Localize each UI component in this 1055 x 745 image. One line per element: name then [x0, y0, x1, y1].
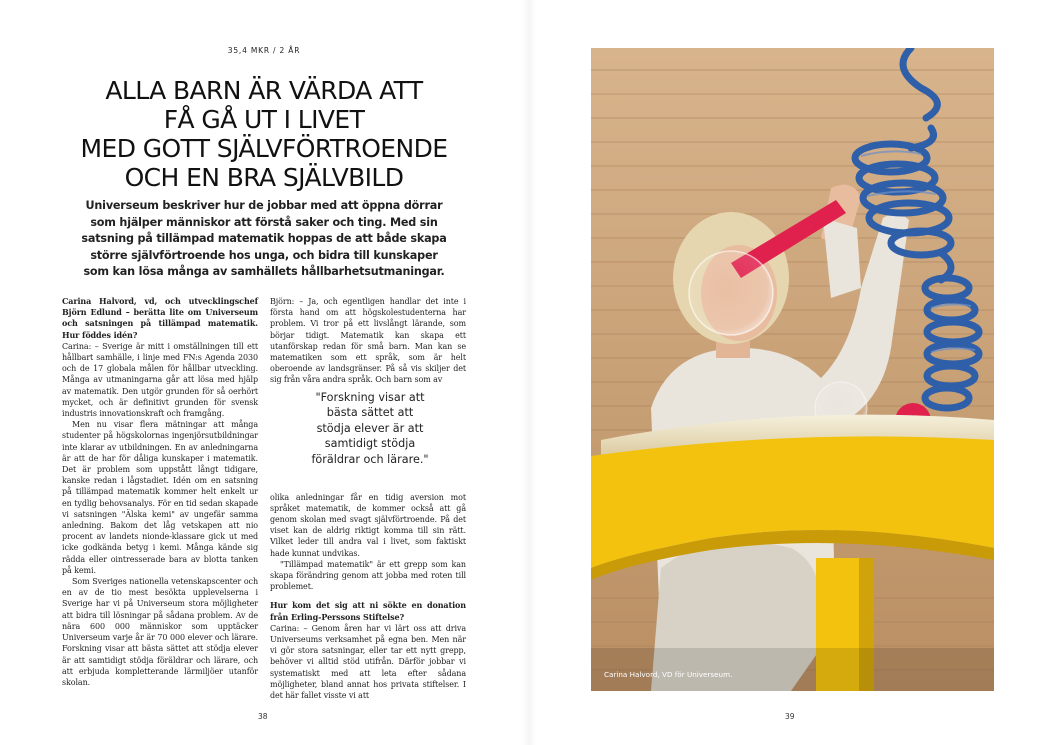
body-paragraph: Som Sveriges nationella vetenskapscenter och en av de tio mest besökta upplevelserna i Sverige har vi på Universeum stora möjligheter att bidra till lösningar på sådana problem. Av de nära 600 000 människor som upptäcker Universeum varje år är 70 000 elever och lärare. Forskning visar att bästa sättet att stödja elever är att samtidigt stödja föräldrar och lärare, och att erbjuda kompletterande lärmiljöer utanför skolan.: [62, 577, 258, 687]
lede-line: som hjälper människor att förstå saker och ting. Med sin: [90, 215, 438, 229]
headline-line: OCH EN BRA SJÄLVBILD: [124, 163, 404, 192]
headline-line: MED GOTT SJÄLVFÖRTROENDE: [80, 134, 448, 163]
page-number-right: 39: [785, 712, 795, 721]
headline-line: FÅ GÅ UT I LIVET: [163, 105, 365, 134]
headline: [40, 76, 488, 192]
portrait-photo: [591, 48, 994, 691]
paragraph-gap: [270, 592, 466, 600]
photo-illustration: [591, 48, 994, 691]
body-paragraph: Carina: – Genom åren har vi lärt oss att driva Universeums verksamhet på egna ben. Men när vi gör stora satsningar, eller tar ett nytt grepp, behöver vi alltid stöd utifrån. Därför jobbar vi systematiskt med att leta efter sådana möjligheter, bland annat hos privata stiftelser. I det här fallet visste vi att: [270, 623, 466, 701]
lede-line: som kan lösa många av samhällets hållbarhetsutmaningar.: [83, 265, 445, 279]
pull-quote-line: "Forskning visar att: [315, 391, 425, 404]
page-gutter: [522, 0, 536, 745]
headline-line: ALLA BARN ÄR VÄRDA ATT: [105, 76, 423, 105]
pull-quote-line: samtidigt stödja: [324, 437, 416, 451]
body-paragraph: Men nu visar flera mätningar att många studenter på högskolornas ingenjörsutbildningar inte klarar av utbildningen. En av anledningarna är att de har för dåliga kunskaper i matematik. Det är problem som uppstått långt tidigare, kanske redan i lågstadiet. Idén om en satsning på tillämpad matematik kommer helt enkelt ur en tydlig behovsanalys. För en tid sedan skapade vi satsningen "Älska kemi" av ungefär samma anledning. Bakom det låg vetskapen att nio procent av landets nionde-klassare gick ut med icke godkända betyg i kemi. Många kände sig rädda eller ointresserade bara av blotta tanken på kemi.: [62, 420, 258, 575]
body-paragraph: Carina: – Sverige är mitt i omställningen till ett hållbart samhälle, i linje med FN:s Agenda 2030 och de 17 globala målen för hållbar utveckling. Många av utmaningarna går att lösa med hjälp av matematik. Den utgör grunden för så oerhört mycket, och är definitivt grunden för svensk industris innovationskraft och framgång.: [62, 341, 258, 419]
lede-line: större självförtroende hos unga, och bidra till kunskaper: [90, 248, 438, 262]
body-column-2: [270, 296, 466, 701]
interview-question: Hur kom det sig att ni sökte en donation från Erling-Perssons Stiftelse?: [270, 600, 466, 622]
lede-line: satsning på tillämpad matematik hoppas de att både skapa: [81, 232, 447, 246]
kicker: 35,4 MKR / 2 ÅR: [227, 46, 301, 55]
pull-quote: [286, 390, 454, 467]
lede-line: Universeum beskriver hur de jobbar med att öppna dörrar: [85, 199, 443, 212]
body-column-1: [62, 296, 258, 688]
pull-quote-line: bästa sättet att: [326, 406, 414, 420]
body-paragraph: "Tillämpad matematik" är ett grepp som kan skapa förändring genom att jobba med roten till problemet.: [270, 559, 466, 592]
interview-question: Carina Halvord, vd, och utvecklingschef Björn Edlund – berätta lite om Universeum och satsningen på tillämpad matematik. Hur föddes idén?: [62, 296, 258, 340]
soap-bubble: [689, 251, 773, 335]
pull-quote-line: föräldrar och lärare.": [311, 452, 429, 466]
body-paragraph: Björn: – Ja, och egentligen handlar det inte i första hand om att högskolestudenterna har problem. Vi tror på ett livslångt lärande, som börjar tidigt. Matematik kan skapa ett utanförskap redan för små barn. Man kan se matematiken som ett språk, som är helt oberoende av landsgränser. På så vis skiljer det sig från våra andra språk. Och barn som av: [270, 297, 466, 385]
page-number-left: 38: [258, 712, 268, 721]
photo-caption: Carina Halvord, VD för Universeum.: [604, 670, 733, 679]
pull-quote-line: stödja elever är att: [316, 421, 424, 435]
body-paragraph: olika anledningar får en tidig aversion mot språket matematik, de kommer också att gå genom skolan med svagt självförtroende. På det viset kan de aldrig riktigt komma till sin rätt. Vilket leder till andra val i livet, som faktiskt hade kunnat undvikas.: [270, 492, 466, 558]
lede: [70, 198, 458, 281]
